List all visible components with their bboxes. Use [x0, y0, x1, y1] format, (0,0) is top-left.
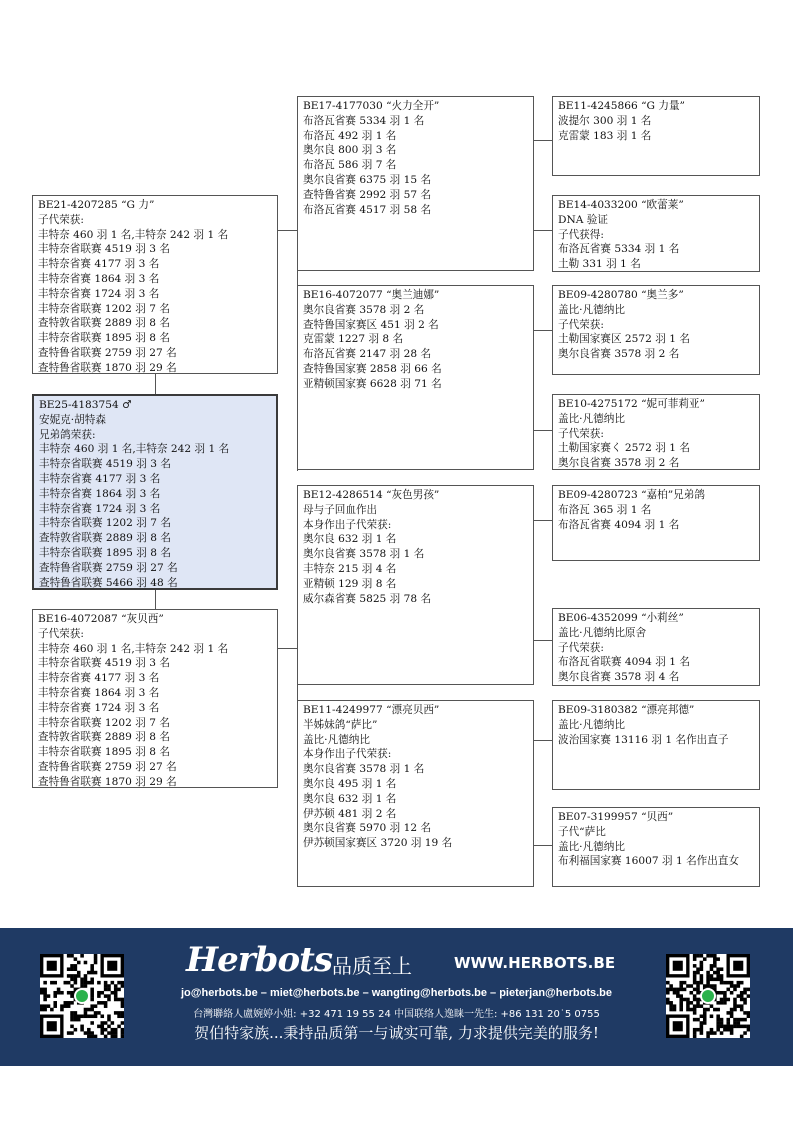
- pedigree-line: 半姊妹鸽“萨比”: [303, 718, 378, 731]
- pedigree-box-great-grandparent: [552, 807, 760, 887]
- pedigree-line: 查特敦省联赛 2889 羽 8 名: [39, 532, 171, 545]
- pedigree-line: 丰特奈省赛 4177 羽 3 名: [39, 472, 161, 485]
- pedigree-line: 查特敦省联赛 2889 羽 8 名: [38, 731, 170, 744]
- pigeon-ring-name: BE10-4275172 “妮可菲莉亚”: [558, 398, 705, 410]
- pedigree-line: 布洛瓦省赛 4094 羽 1 名: [558, 518, 680, 531]
- pedigree-line: 子代获得:: [558, 228, 604, 241]
- pedigree-line: 安妮克·胡特森: [39, 413, 106, 426]
- pedigree-line: 克雷蒙 183 羽 1 名: [558, 129, 652, 142]
- pedigree-line: 查特鲁省联赛 2759 羽 27 名: [39, 561, 178, 574]
- pedigree-line: 布洛瓦省赛 5334 羽 1 名: [303, 114, 425, 127]
- pedigree-line: 克雷蒙 1227 羽 8 名: [303, 333, 404, 346]
- pedigree-box-great-grandparent: [552, 700, 760, 790]
- pedigree-line: 奥尔良省赛 3578 羽 2 名: [558, 348, 680, 361]
- pedigree-line: 丰特奈省赛 4177 羽 3 名: [38, 672, 160, 685]
- pedigree-line: 丰特奈省联赛 1202 羽 7 名: [38, 302, 170, 315]
- pigeon-ring-name: BE07-3199957 “贝西”: [558, 811, 674, 823]
- pedigree-line: 丰特奈省赛 1724 羽 3 名: [39, 502, 161, 515]
- pedigree-line: 丰特奈省赛 1724 羽 3 名: [38, 287, 160, 300]
- pedigree-box-sire: [32, 195, 278, 374]
- tagline: 品质至上: [332, 954, 412, 978]
- slogan: 贺伯特家族...秉持品质第一与诚实可靠, 力求提供完美的服务!: [194, 1024, 599, 1042]
- herbots-logo: Herbots: [186, 940, 332, 980]
- pigeon-ring-name: BE11-4245866 “G 力量”: [558, 100, 685, 112]
- connector-line: [534, 330, 552, 331]
- pedigree-line: 波治国家赛 13116 羽 1 名作出直子: [558, 733, 729, 746]
- pedigree-box-dam-sire: [297, 485, 534, 685]
- pigeon-ring-name: BE17-4177030 “火力全开”: [303, 100, 440, 112]
- brand-row: [186, 940, 616, 982]
- connector-line: [534, 230, 552, 231]
- pedigree-line: 盖比·凡德纳比: [558, 412, 625, 425]
- website-link[interactable]: WWW.HERBOTS.BE: [454, 954, 616, 972]
- pedigree-line: 盖比·凡德纳比: [558, 840, 625, 853]
- pigeon-ring-name: BE21-4207285 “G 力”: [38, 199, 155, 211]
- pedigree-line: 子代荣获:: [38, 627, 84, 640]
- connector-line: [278, 648, 298, 649]
- pedigree-line: 丰特奈省赛 1864 羽 3 名: [39, 487, 161, 500]
- pedigree-line: DNA 验证: [558, 213, 608, 226]
- pedigree-line: 丰特奈省赛 1724 羽 3 名: [38, 701, 160, 714]
- pedigree-line: 母与子回血作出: [303, 503, 378, 516]
- pedigree-line: 布利福国家赛 16007 羽 1 名作出直女: [558, 855, 740, 868]
- pigeon-ring-name: BE09-4280723 “嘉柏”兄弟鸽: [558, 489, 705, 501]
- pedigree-line: 布洛瓦省赛 4517 羽 58 名: [303, 203, 432, 216]
- pigeon-ring-name: BE11-4249977 “漂亮贝西”: [303, 704, 440, 716]
- pedigree-line: 兄弟鸽荣获:: [39, 428, 96, 441]
- pedigree-line: 盖比·凡德纳比: [303, 733, 370, 746]
- pedigree-line: 土勒 331 羽 1 名: [558, 258, 641, 271]
- pedigree-line: 盖比·凡德纳比原舍: [558, 626, 647, 639]
- pedigree-line: 查特鲁省联赛 2759 羽 27 名: [38, 760, 177, 773]
- pedigree-line: 丰特奈 460 羽 1 名,丰特奈 242 羽 1 名: [38, 642, 229, 655]
- connector-line: [534, 640, 552, 641]
- pedigree-line: 子代“萨比: [558, 825, 606, 838]
- pedigree-line: 查特鲁国家赛 2858 羽 66 名: [303, 362, 442, 375]
- pedigree-line: 威尔森省赛 5825 羽 78 名: [303, 592, 432, 605]
- pedigree-line: 布洛瓦 586 羽 7 名: [303, 159, 397, 172]
- pedigree-box-great-grandparent: [552, 285, 760, 375]
- pedigree-line: 奥尔良省赛 6375 羽 15 名: [303, 173, 432, 186]
- connector-line: [534, 520, 552, 521]
- pedigree-line: 奥尔良省赛 3578 羽 4 名: [558, 671, 680, 684]
- pedigree-line: 丰特奈省联赛 4519 羽 3 名: [39, 458, 171, 471]
- pigeon-ring-name: BE12-4286514 “灰色男孩”: [303, 489, 440, 501]
- pedigree-line: 子代荣获:: [38, 213, 84, 226]
- pedigree-line: 盖比·凡德纳比: [558, 718, 625, 731]
- connector-line: [534, 430, 552, 431]
- pedigree-box-great-grandparent: [552, 96, 760, 176]
- pedigree-line: 本身作出子代荣获:: [303, 748, 392, 761]
- pedigree-line: 查特鲁省赛 2992 羽 57 名: [303, 188, 432, 201]
- pigeon-ring-name: BE16-4072077 “奥兰迪娜”: [303, 289, 440, 301]
- pigeon-ring-name: BE09-3180382 “漂亮邦德”: [558, 704, 695, 716]
- pedigree-box-great-grandparent: [552, 608, 760, 686]
- pedigree-line: 布洛瓦 492 羽 1 名: [303, 129, 397, 142]
- pigeon-ring-name: BE25-4183754 ♂: [39, 399, 132, 411]
- pigeon-ring-name: BE06-4352099 “小莉丝”: [558, 612, 684, 624]
- pedigree-line: 波提尔 300 羽 1 名: [558, 114, 652, 127]
- pedigree-line: 子代荣获:: [558, 641, 604, 654]
- pedigree-line: 丰特奈省赛 1864 羽 3 名: [38, 686, 160, 699]
- pedigree-line: 亚精顿 129 羽 8 名: [303, 577, 397, 590]
- pedigree-line: 查特鲁省联赛 5466 羽 48 名: [39, 576, 178, 589]
- pedigree-line: 奥尔良 495 羽 1 名: [303, 777, 397, 790]
- pedigree-line: 查特鲁省联赛 2759 羽 27 名: [38, 346, 177, 359]
- pedigree-line: 土勒国家赛く 2572 羽 1 名: [558, 442, 690, 455]
- pedigree-line: 丰特奈省赛 1864 羽 3 名: [38, 272, 160, 285]
- pedigree-line: 查特鲁省联赛 1870 羽 29 名: [38, 775, 177, 788]
- pedigree-line: 亚精顿国家赛 6628 羽 71 名: [303, 377, 442, 390]
- contact-phones: 台灣聯絡人盧婉婷小姐: +32 471 19 55 24 中国联络人逸睐一先生: +86 131 20˙5 0755: [193, 1009, 600, 1020]
- pedigree-box-great-grandparent: [552, 195, 760, 272]
- pedigree-line: 丰特奈省联赛 4519 羽 3 名: [38, 657, 170, 670]
- pedigree-line: 奥尔良省赛 3578 羽 1 名: [303, 548, 425, 561]
- pedigree-line: 查特鲁国家赛区 451 羽 2 名: [303, 318, 439, 331]
- connector-line: [534, 140, 552, 141]
- pedigree-box-dam-dam: [297, 700, 534, 887]
- pedigree-line: 丰特奈省联赛 1202 羽 7 名: [38, 716, 170, 729]
- pedigree-line: 奥尔良 632 羽 1 名: [303, 792, 397, 805]
- footer-banner: [0, 928, 793, 1066]
- connector-line: [155, 374, 156, 394]
- pedigree-line: 丰特奈省联赛 1202 羽 7 名: [39, 517, 171, 530]
- pedigree-line: 伊苏顿 481 羽 2 名: [303, 807, 397, 820]
- pedigree-line: 子代荣获:: [558, 427, 604, 440]
- pedigree-line: 布洛瓦 365 羽 1 名: [558, 503, 652, 516]
- pedigree-line: 奥尔良省赛 3578 羽 2 名: [558, 457, 680, 470]
- pedigree-line: 伊苏顿国家赛区 3720 羽 19 名: [303, 837, 453, 850]
- pedigree-line: 丰特奈省联赛 1895 羽 8 名: [38, 332, 170, 345]
- pedigree-line: 土勒国家赛区 2572 羽 1 名: [558, 333, 690, 346]
- pigeon-ring-name: BE14-4033200 “欧蕾莱”: [558, 199, 684, 211]
- pedigree-box-sire-dam: [297, 285, 534, 470]
- pedigree-line: 丰特奈省赛 4177 羽 3 名: [38, 258, 160, 271]
- pedigree-box-great-grandparent: [552, 394, 760, 470]
- pedigree-line: 布洛瓦省赛 2147 羽 28 名: [303, 348, 432, 361]
- pedigree-box-great-grandparent: [552, 485, 760, 561]
- pedigree-line: 丰特奈 215 羽 4 名: [303, 562, 397, 575]
- pigeon-ring-name: BE16-4072087 “灰贝西”: [38, 613, 164, 625]
- pedigree-line: 布洛瓦省赛 5334 羽 1 名: [558, 243, 680, 256]
- pedigree-line: 丰特奈省联赛 1895 羽 8 名: [38, 746, 170, 759]
- pedigree-line: 丰特奈省联赛 1895 羽 8 名: [39, 546, 171, 559]
- pedigree-line: 丰特奈 460 羽 1 名,丰特奈 242 羽 1 名: [38, 228, 229, 241]
- pedigree-line: 奥尔良 632 羽 1 名: [303, 533, 397, 546]
- pedigree-line: 布洛瓦省联赛 4094 羽 1 名: [558, 656, 690, 669]
- pigeon-ring-name: BE09-4280780 “奥兰多”: [558, 289, 684, 301]
- connector-line: [534, 845, 552, 846]
- connector-line: [278, 230, 298, 231]
- pedigree-line: 奥尔良 800 羽 3 名: [303, 144, 397, 157]
- pedigree-line: 奥尔良省赛 3578 羽 1 名: [303, 763, 425, 776]
- pedigree-box-sire-sire: [297, 96, 534, 271]
- pedigree-line: 子代荣获:: [558, 318, 604, 331]
- pedigree-line: 本身作出子代荣获:: [303, 518, 392, 531]
- pedigree-line: 丰特奈省联赛 4519 羽 3 名: [38, 243, 170, 256]
- email-list[interactable]: jo@herbots.be – miet@herbots.be – wangting@herbots.be – pieterjan@herbots.be: [180, 987, 613, 999]
- pedigree-line: 丰特奈 460 羽 1 名,丰特奈 242 羽 1 名: [39, 443, 230, 456]
- pedigree-line: 查特敦省联赛 2889 羽 8 名: [38, 317, 170, 330]
- connector-line: [534, 740, 552, 741]
- pedigree-line: 盖比·凡德纳比: [558, 303, 625, 316]
- pedigree-line: 奥尔良省赛 3578 羽 2 名: [303, 303, 425, 316]
- pedigree-line: 奥尔良省赛 5970 羽 12 名: [303, 822, 432, 835]
- pedigree-line: 查特鲁省联赛 1870 羽 29 名: [38, 361, 177, 374]
- pedigree-box-dam: [32, 609, 278, 788]
- connector-line: [155, 590, 156, 609]
- pedigree-box-main-pigeon: [32, 394, 278, 590]
